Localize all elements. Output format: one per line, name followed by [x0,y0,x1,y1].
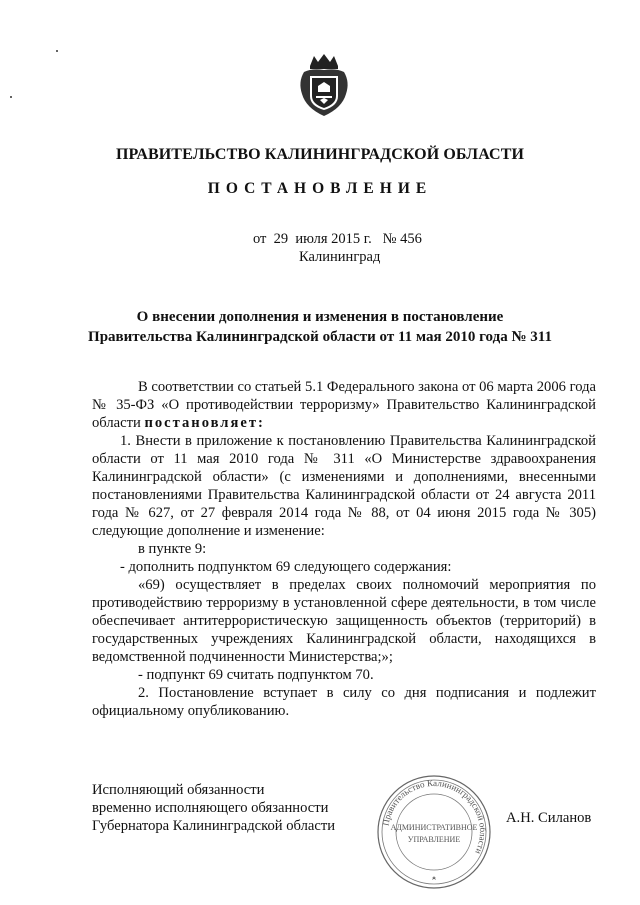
subject-line-2: Правительства Калининградской области от 11 мая 2010 года № 311 [88,329,552,345]
sub-item-1: - дополнить подпунктом 69 следующего содержания: [120,559,452,575]
coat-of-arms-icon [296,52,352,118]
city: Калининград [299,249,381,265]
signature-line-2: временно исполняющего обязанности [92,800,329,816]
document-body [92,378,596,720]
signature-block [92,781,335,835]
quoted-subitem: «69) осуществляет в пределах своих полномочий мероприятия по противодействию терроризму в установленной сфере деятельности, в том числе обеспечивает антитеррористическую защищенность объектов (территорий) в государственных учреждениях Калининградской области, находящихся в ведомственной подчиненности Министерства;»; [92,577,596,665]
point-9: в пункте 9: [138,541,207,557]
document-type: ПОСТАНОВЛЕНИЕ [207,180,433,197]
stamp-center-line-2: УПРАВЛЕНИЕ [407,835,461,844]
resolves-word: постановляет: [144,415,265,431]
document-number: № 456 [382,231,422,247]
signature-line-3: Губернатора Калининградской области [92,818,336,834]
stamp-center-line-1: АДМИНИСТРАТИВНОЕ [390,823,478,832]
svg-text:Правительство Калининградской [380,778,488,856]
preamble-paragraph [92,378,596,432]
date-line [253,231,422,248]
document-subject [0,307,640,347]
subject-line-1: О внесении дополнения и изменения в постановление [136,309,504,325]
date-prefix: от [253,231,267,247]
date-month-year: июля 2015 г. [295,231,372,247]
official-stamp-seal [370,772,498,892]
date-day: 29 [273,231,289,247]
signature-line-1: Исполняющий обязанности [92,782,265,798]
item-1: 1. Внести в приложение к постановлению Правительства Калининградской области от 11 мая 2010 года № 311 «О Министерстве здравоохранения Калининградской области» (с изменениями и дополнениями, внесенными постановлениями Правительства Калининградской области от 24 августа 2011 года № 627, от 27 февраля 2014 года № 88, от 04 июня 2015 года № 305) следующие дополнение и изменение: [92,433,596,539]
signatory-name: А.Н. Силанов [506,810,592,826]
item-2: 2. Постановление вступает в силу со дня подписания и подлежит официальному опубликованию. [92,685,596,719]
stamp-ring-text: Правительство Калининградской области [380,777,489,856]
preamble-text: В соответствии со статьей 5.1 Федерального закона от 06 марта 2006 года № 35-ФЗ «О противодействии терроризму» Правительство Калининградской области [92,379,596,431]
sub-item-2: - подпункт 69 считать подпунктом 70. [138,667,374,683]
scan-speck [10,96,12,98]
scan-speck [56,50,58,52]
government-name: ПРАВИТЕЛЬСТВО КАЛИНИНГРАДСКОЙ ОБЛАСТИ [115,146,525,163]
